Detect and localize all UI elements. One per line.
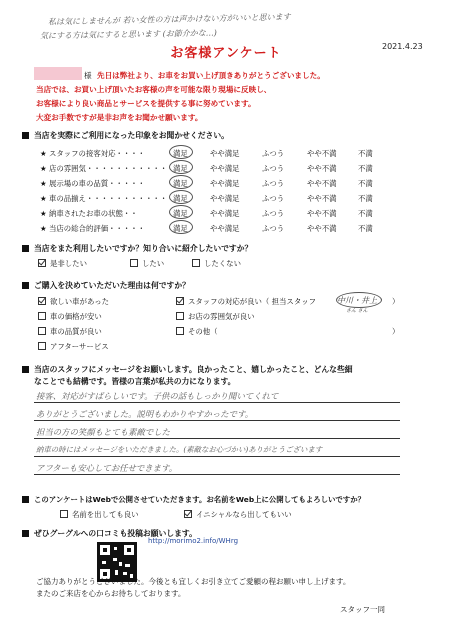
opt-somewhat-dissatisfied[interactable]: やや不満 xyxy=(307,149,337,158)
opt-dissatisfied[interactable]: 不満 xyxy=(358,224,373,233)
opt-satisfied[interactable]: 満足 xyxy=(173,224,188,233)
q1-item-delivery: ★ 納車されたお車の状態・・ xyxy=(40,209,138,218)
customer-name-redacted xyxy=(34,67,82,80)
intro-line-1: 先日は弊社より、お車をお買い上げ頂きありがとうございました。 xyxy=(97,71,325,80)
checkbox-icon[interactable] xyxy=(38,312,46,320)
intro-line-3: お客様により良い商品とサービスを提供する事に努めています。 xyxy=(36,99,256,108)
q5-question: このアンケートはWebで公開させていただきます。お名前をWeb上に公開してもよろしいですか？ xyxy=(22,494,365,505)
q3-option-after-service[interactable]: アフターサービス xyxy=(38,341,109,352)
selection-circle xyxy=(169,220,193,234)
selection-circle xyxy=(169,145,193,159)
q3-option-price[interactable]: 車の価格が安い xyxy=(38,311,102,322)
opt-satisfied[interactable]: 満足 xyxy=(173,149,188,158)
answer-text-line-4: 納車の時にはメッセージをいただきました。(素敵なお心づかい)ありがとうございます xyxy=(36,445,323,454)
salutation-suffix: 様 xyxy=(84,71,92,80)
opt-satisfied[interactable]: 満足 xyxy=(173,179,188,188)
closing-line-1: ご協力ありがとうございました。今後とも宜しくお引き立てご愛顧の程お願い申し上げます。 xyxy=(36,577,351,586)
answer-text-line-5: アフターも安心してお任せできます。 xyxy=(36,463,178,473)
q3-option-staff[interactable]: スタッフの対応が良い（ 担当スタッフ xyxy=(176,296,316,307)
opt-somewhat-dissatisfied[interactable]: やや不満 xyxy=(307,224,337,233)
q2-option-yes[interactable]: したい xyxy=(130,258,164,269)
answer-text-line-1: 接客、対応がすばらしいです。子供の話もしっかり聞いてくれて xyxy=(36,391,279,401)
survey-date: 2021.4.23 xyxy=(382,42,423,51)
opt-neutral[interactable]: ふつう xyxy=(262,209,285,218)
opt-dissatisfied[interactable]: 不満 xyxy=(358,194,373,203)
opt-somewhat-satisfied[interactable]: やや満足 xyxy=(210,209,240,218)
answer-line xyxy=(34,402,400,403)
opt-somewhat-satisfied[interactable]: やや満足 xyxy=(210,164,240,173)
opt-dissatisfied[interactable]: 不満 xyxy=(358,149,373,158)
intro-line-2: 当店では、お買い上げ頂いたお客様の声を可能な限り現場に反映し、 xyxy=(36,85,272,94)
opt-neutral[interactable]: ふつう xyxy=(262,179,285,188)
square-bullet-icon xyxy=(22,530,29,537)
opt-somewhat-satisfied[interactable]: やや満足 xyxy=(210,194,240,203)
opt-somewhat-dissatisfied[interactable]: やや不満 xyxy=(307,209,337,218)
opt-somewhat-satisfied[interactable]: やや満足 xyxy=(210,149,240,158)
square-bullet-icon xyxy=(22,132,29,139)
q2-option-no[interactable]: したくない xyxy=(192,258,241,269)
opt-neutral[interactable]: ふつう xyxy=(262,149,285,158)
opt-satisfied[interactable]: 満足 xyxy=(173,209,188,218)
q6-question: ぜひグーグルへの口コミも投稿お願いします。 xyxy=(22,528,197,539)
q2-question: 当店をまた利用したいですか？知り合いに紹介したいですか？ xyxy=(22,243,252,254)
checkbox-icon[interactable] xyxy=(192,259,200,267)
checkbox-icon[interactable] xyxy=(130,259,138,267)
q3-option-quality[interactable]: 車の品質が良い xyxy=(38,326,102,337)
survey-title: お客様アンケート xyxy=(170,46,282,61)
opt-somewhat-satisfied[interactable]: やや満足 xyxy=(210,224,240,233)
q3-option-wanted-car[interactable]: 欲しい車があった xyxy=(38,296,109,307)
q4-question-line2: なことでも結構です。皆様の言葉が私共の力になります。 xyxy=(34,377,236,386)
selection-circle xyxy=(169,160,193,174)
answer-text-line-3: 担当の方の笑顔もとても素敵でした xyxy=(36,427,170,437)
square-bullet-icon xyxy=(22,282,29,289)
staff-signature: スタッフ一同 xyxy=(340,605,385,614)
checkbox-checked-icon[interactable] xyxy=(38,259,46,267)
q1-item-quality: ★ 展示場の車の品質・・・・・ xyxy=(40,179,146,188)
handwritten-note-line1: 私は気にしませんが 若い女性の方は声かけない方がいいと思います xyxy=(47,12,291,27)
staff-names-circle xyxy=(336,292,382,308)
q3-staff-names: 中川・井上 xyxy=(337,296,377,305)
square-bullet-icon xyxy=(22,366,29,373)
handwritten-note-line2: 気にする方は気にすると思います (お節介かな…) xyxy=(39,28,217,41)
checkbox-checked-icon[interactable] xyxy=(176,297,184,305)
opt-somewhat-dissatisfied[interactable]: やや不満 xyxy=(307,194,337,203)
q2-option-definitely[interactable]: 是非したい xyxy=(38,258,87,269)
answer-text-line-2: ありがとうございました。説明もわかりやすかったです。 xyxy=(36,409,254,419)
answer-line xyxy=(34,456,400,457)
q3-staff-suffix: さん さん xyxy=(346,308,368,314)
checkbox-icon[interactable] xyxy=(176,312,184,320)
q3-question: ご購入を決めていただいた理由は何ですか？ xyxy=(22,280,190,291)
opt-satisfied[interactable]: 満足 xyxy=(173,194,188,203)
checkbox-icon[interactable] xyxy=(176,327,184,335)
intro-line-4: 大変お手数ですが是非お声をお聞かせ願います。 xyxy=(36,113,203,122)
selection-circle xyxy=(169,205,193,219)
q3-option-other[interactable]: その他（ xyxy=(176,326,218,337)
q5-option-initials[interactable]: イニシャルなら出してもいい xyxy=(184,509,292,520)
answer-line xyxy=(34,438,400,439)
checkbox-icon[interactable] xyxy=(38,327,46,335)
checkbox-icon[interactable] xyxy=(60,510,68,518)
opt-neutral[interactable]: ふつう xyxy=(262,194,285,203)
opt-somewhat-dissatisfied[interactable]: やや不満 xyxy=(307,164,337,173)
q1-item-selection: ★ 車の品揃え・・・・・・・・・・・ xyxy=(40,194,168,203)
q1-item-overall: ★ 当店の総合的評価・・・・・ xyxy=(40,224,146,233)
selection-circle xyxy=(169,175,193,189)
opt-dissatisfied[interactable]: 不満 xyxy=(358,164,373,173)
google-review-link[interactable]: http://morimo2.info/WHrg xyxy=(148,537,239,545)
answer-line xyxy=(34,420,400,421)
opt-neutral[interactable]: ふつう xyxy=(262,164,285,173)
q1-question: 当店を実際にご利用になった印象をお聞かせください。 xyxy=(22,130,229,141)
opt-neutral[interactable]: ふつう xyxy=(262,224,285,233)
selection-circle xyxy=(169,190,193,204)
q1-item-atmosphere: ★ 店の雰囲気・・・・・・・・・・・ xyxy=(40,164,168,173)
q1-item-staff: ★ スタッフの接客対応・・・・ xyxy=(40,149,146,158)
closing-line-2: またのご来店を心からお待ちしております。 xyxy=(36,589,186,598)
answer-line xyxy=(34,474,400,475)
q5-option-full-name[interactable]: 名前を出しても良い xyxy=(60,509,139,520)
checkbox-checked-icon[interactable] xyxy=(38,297,46,305)
square-bullet-icon xyxy=(22,245,29,252)
checkbox-checked-icon[interactable] xyxy=(184,510,192,518)
opt-dissatisfied[interactable]: 不満 xyxy=(358,209,373,218)
opt-dissatisfied[interactable]: 不満 xyxy=(358,179,373,188)
opt-satisfied[interactable]: 満足 xyxy=(173,164,188,173)
checkbox-icon[interactable] xyxy=(38,342,46,350)
q3-close-paren: ） xyxy=(392,297,400,306)
q4-question: 当店のスタッフにメッセージをお願いします。良かったこと、嬉しかったこと、どんな些細 xyxy=(22,364,353,375)
q3-other-close-paren: ） xyxy=(392,327,400,336)
square-bullet-icon xyxy=(22,496,29,503)
opt-somewhat-dissatisfied[interactable]: やや不満 xyxy=(307,179,337,188)
q3-option-atmosphere[interactable]: お店の雰囲気が良い xyxy=(176,311,255,322)
opt-somewhat-satisfied[interactable]: やや満足 xyxy=(210,179,240,188)
